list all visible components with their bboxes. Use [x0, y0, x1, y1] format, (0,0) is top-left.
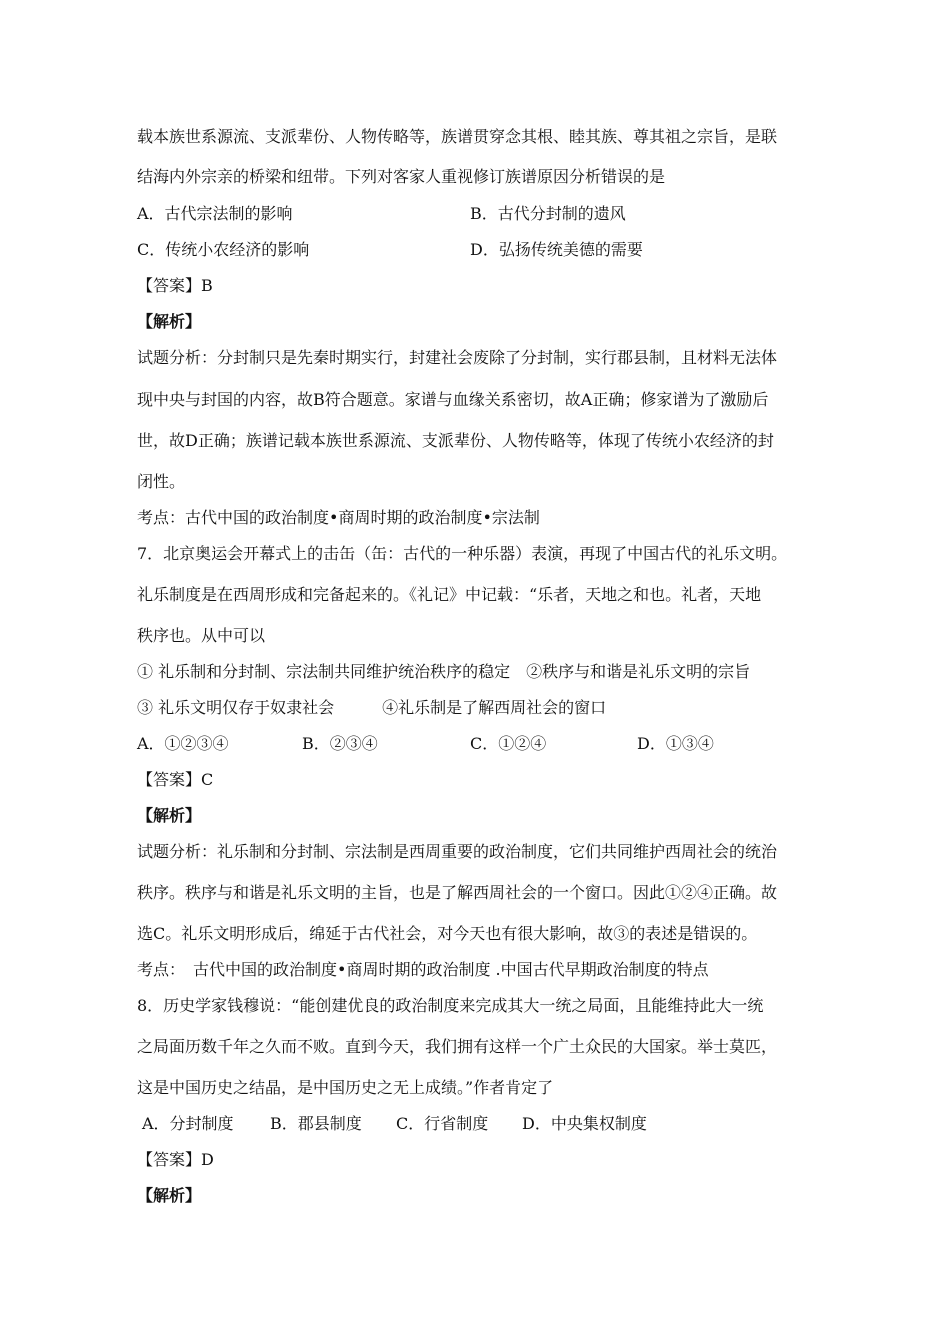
answer-value: C: [201, 770, 214, 789]
q6-option-b: B．古代分封制的遗风: [470, 204, 626, 223]
q8-stem-line-2: 之局面历数千年之久而不败。直到今天，我们拥有这样一个广土众民的大国家。举士莫匹，: [137, 1037, 778, 1056]
q6-option-c: C．传统小农经济的影响: [137, 240, 310, 259]
answer-value: D: [201, 1150, 214, 1169]
q8-analysis-label: 【解析】: [137, 1186, 202, 1205]
answer-value: B: [201, 276, 213, 295]
q6-kaodian: 考点：古代中国的政治制度•商周时期的政治制度•宗法制: [137, 508, 540, 527]
q7-option-c: C．①②④: [470, 734, 547, 753]
q7-analysis-line-3: 选C。礼乐文明形成后，绵延于古代社会，对今天也有很大影响，故③的表述是错误的。: [137, 924, 758, 943]
q8-option-b: B．郡县制度: [270, 1114, 362, 1133]
q8-option-d: D．中央集权制度: [522, 1114, 647, 1133]
q7-analysis-line-2: 秩序。秩序与和谐是礼乐文明的主旨，也是了解西周社会的一个窗口。因此①②④正确。故: [137, 883, 778, 902]
q6-analysis-label: 【解析】: [137, 312, 202, 331]
q8-stem-line-3: 这是中国历史之结晶，是中国历史之无上成绩。”作者肯定了: [137, 1078, 554, 1097]
q6-analysis-line-3: 世，故D正确；族谱记载本族世系源流、支派辈份、人物传略等，体现了传统小农经济的封: [137, 431, 774, 450]
q6-analysis-line-2: 现中央与封国的内容，故B符合题意。家谱与血缘关系密切，故A正确；修家谱为了激励后: [137, 390, 769, 409]
q6-option-a: A．古代宗法制的影响: [137, 204, 293, 223]
q7-option-d: D．①③④: [637, 734, 714, 753]
q8-answer: [137, 1150, 214, 1170]
q7-option-a: A．①②③④: [137, 734, 229, 753]
q8-stem-line-1: 8．历史学家钱穆说：“能创建优良的政治制度来完成其大一统之局面，且能维持此大一统: [137, 996, 764, 1015]
q7-option-b: B．②③④: [302, 734, 378, 753]
q6-analysis-line-4: 闭性。: [137, 472, 186, 491]
q7-analysis-label: 【解析】: [137, 806, 202, 825]
q6-analysis-line-1: 试题分析：分封制只是先秦时期实行，封建社会废除了分封制，实行郡县制，且材料无法体: [137, 348, 778, 367]
q8-option-c: C．行省制度: [396, 1114, 489, 1133]
q6-answer: [137, 276, 213, 296]
q7-stem-line-1: 7．北京奥运会开幕式上的击缶（缶：古代的一种乐器）表演，再现了中国古代的礼乐文明。: [137, 544, 788, 563]
q8-option-a: A．分封制度: [142, 1114, 234, 1133]
answer-label: 【答案】: [137, 1150, 202, 1169]
q6-stem-line-1: 载本族世系源流、支派辈份、人物传略等，族谱贯穿念其根、睦其族、尊其祖之宗旨，是联: [137, 127, 778, 146]
q7-statements-line-2: ③ 礼乐文明仅存于奴隶社会 ④礼乐制是了解西周社会的窗口: [137, 698, 607, 717]
q7-analysis-line-1: 试题分析：礼乐制和分封制、宗法制是西周重要的政治制度，它们共同维护西周社会的统治: [137, 842, 778, 861]
q7-stem-line-2: 礼乐制度是在西周形成和完备起来的。《礼记》中记载：“乐者，天地之和也。礼者，天地: [137, 585, 762, 604]
q6-option-d: D．弘扬传统美德的需要: [470, 240, 643, 259]
q6-stem-line-2: 结海内外宗亲的桥梁和纽带。下列对客家人重视修订族谱原因分析错误的是: [137, 167, 666, 186]
q7-statements-line-1: ① 礼乐制和分封制、宗法制共同维护统治秩序的稳定 ②秩序与和谐是礼乐文明的宗旨: [137, 662, 751, 681]
q7-kaodian: 考点： 古代中国的政治制度•商周时期的政治制度 .中国古代早期政治制度的特点: [137, 960, 709, 979]
answer-label: 【答案】: [137, 276, 202, 295]
q7-answer: [137, 770, 213, 790]
q7-stem-line-3: 秩序也。从中可以: [137, 626, 266, 645]
answer-label: 【答案】: [137, 770, 202, 789]
